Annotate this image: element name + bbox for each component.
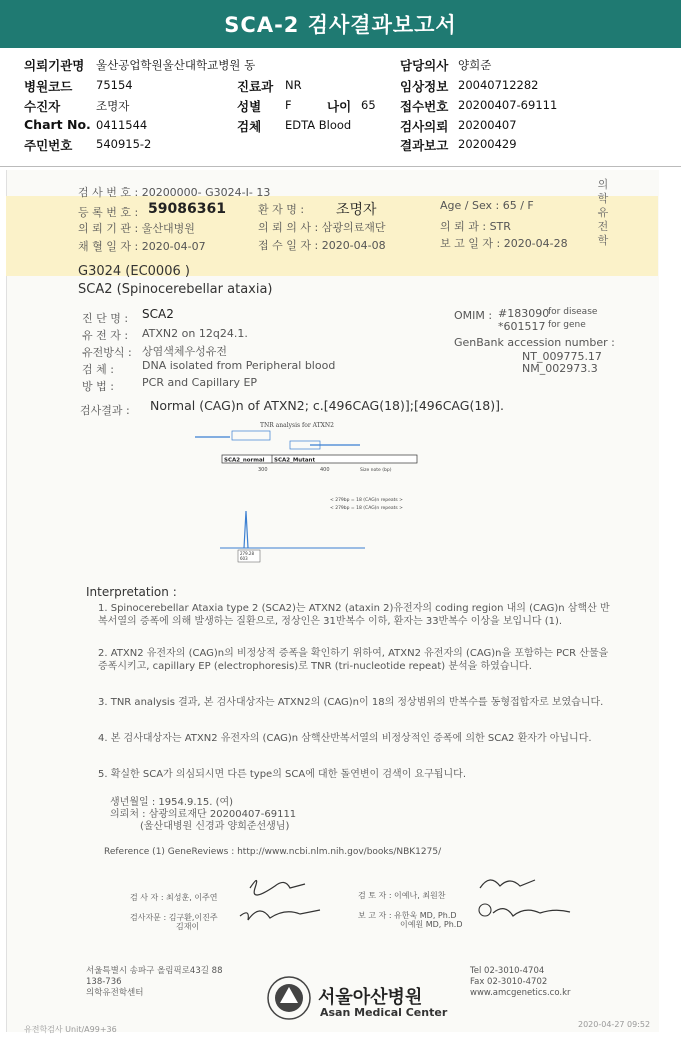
interpretation-item-4: 4. 본 검사대상자는 ATXN2 유전자의 (CAG)n 삼핵산반복서열의 비정상적인 증폭에 의한 SCA2 환자가 아닙니다. <box>98 733 592 744</box>
report-value: 20200429 <box>458 137 517 151</box>
reg-value: 59086361 <box>148 201 226 217</box>
reviewer: 검 토 자 : 이예나, 최원찬 <box>358 891 446 900</box>
figure-title: TNR analysis for ATXN2 <box>260 422 334 429</box>
test-code: G3024 (EC0006 ) <box>78 264 190 279</box>
birth-date: 생년월일 : 1954.9.15. (여) <box>110 797 234 808</box>
interpretation-item-1: 1. Spinocerebellar Ataxia type 2 (SCA2)는 ATXN2 (ataxin 2)유전자의 coding region 내의 (CAG)n 삼핵산 반복서열의 증폭에 의해 발생하는 질환으로, 정상인은 31반복수 이하, 환자는 33반복수 이상을 보입니다 (1). <box>98 603 610 627</box>
genbank-2: NM_002973.3 <box>522 362 598 375</box>
reference: Reference (1) GeneReviews : http://www.ncbi.nlm.nih.gov/books/NBK1275/ <box>104 847 442 857</box>
scan-patient-value: 조명자 <box>336 202 377 218</box>
website: www.amcgenetics.co.kr <box>470 988 571 998</box>
report-title: SCA-2 검사결과보고서 <box>0 0 681 48</box>
peak-label-size: 279.28 <box>240 551 254 556</box>
test-number: 검 사 번 호 : 20200000- G3024-I- 13 <box>78 186 271 199</box>
interpretation-item-3: 3. TNR analysis 결과, 본 검사대상자는 ATXN2의 (CAG)n이 18의 정상범위의 반복수를 동형접합자로 보였습니다. <box>98 697 604 708</box>
result-label: 검사결과 : <box>80 404 130 417</box>
dept-value: NR <box>285 78 302 92</box>
tester-signatures <box>230 868 330 938</box>
address <box>86 966 222 999</box>
age-value: 65 <box>361 98 376 112</box>
hospital-code-value: 75154 <box>96 78 133 92</box>
interpretation-item-5: 5. 확실한 SCA가 의심되시면 다른 type의 SCA에 대한 돌연변이 검색이 요구됩니다. <box>98 769 467 780</box>
clinical-value: 20040712282 <box>458 78 539 92</box>
signature-4 <box>493 909 570 916</box>
patient-label: 수진자 <box>24 99 61 114</box>
size-label: Size note (bp) <box>360 468 392 473</box>
signature-3 <box>480 880 535 888</box>
tech-advisor-2: 김재이 <box>176 922 200 931</box>
dept-label: 진료과 <box>237 79 274 94</box>
specimen-value: EDTA Blood <box>285 118 352 132</box>
hospital-name-kr: 서울아산병원 <box>318 987 423 1008</box>
dx-label: 진 단 명 : <box>82 312 129 325</box>
omim-1-note: for disease <box>548 307 598 317</box>
requester: 의뢰처 : 삼광의료재단 20200407-69111 <box>110 809 297 820</box>
interpretation-heading: Interpretation : <box>86 585 177 599</box>
omim-1: #183090 <box>498 307 550 320</box>
inherit-label: 유전방식 : <box>82 346 132 359</box>
scan-patient-label: 환 자 명 : <box>258 203 305 216</box>
id-label: 주민번호 <box>24 138 73 153</box>
received-date: 접 수 일 자 : 2020-04-08 <box>258 239 386 252</box>
scan-specimen-label: 검 체 : <box>82 363 114 376</box>
normal-range-box <box>232 431 270 440</box>
age-label: 나이 <box>327 99 352 114</box>
report-header <box>0 48 681 167</box>
address-line-3: 의학유전학센터 <box>86 988 144 998</box>
scan-specimen-value: DNA isolated from Peripheral blood <box>142 359 336 372</box>
genbank-label: GenBank accession number : <box>454 336 615 349</box>
institution-value: 울산공업학원울산대학교병원 동 <box>96 58 256 72</box>
age-sex: Age / Sex : 65 / F <box>440 199 534 212</box>
tick-300: 300 <box>258 467 268 473</box>
repeat-note-1: < 279bp = 18 (CAG)n repeats > <box>330 498 403 503</box>
hospital-code-label: 병원코드 <box>24 79 73 94</box>
clinical-label: 임상정보 <box>400 79 449 94</box>
req-doc: 의 뢰 의 사 : 삼광의료재단 <box>258 221 386 234</box>
request-value: 20200407 <box>458 118 517 132</box>
inherit-value: 상염색체우성유전 <box>142 345 228 358</box>
chart-value: 0411544 <box>96 118 148 132</box>
reported-date: 보 고 일 자 : 2020-04-28 <box>440 237 568 250</box>
test-name: SCA2 (Spinocerebellar ataxia) <box>78 282 273 297</box>
address-line-2: 138-736 <box>86 977 122 987</box>
method-value: PCR and Capillary EP <box>142 376 258 389</box>
contact <box>470 966 571 999</box>
doctor-label: 담당의사 <box>400 58 449 73</box>
fax: Fax 02-3010-4702 <box>470 977 548 987</box>
reporter-2: 이예원 MD, Ph.D <box>400 920 463 929</box>
signature-4-loop <box>479 904 491 916</box>
interpretation-item-2: 2. ATXN2 유전자의 (CAG)n의 비정상적 증폭을 확인하기 위하여, ATXN2 유전자의 (CAG)n을 포함하는 PCR 산물을 증폭시키고, capillary EP (electrophoresis)로 TNR (tri-nucleotide repeat) 분석을 하였습니다. <box>98 648 609 672</box>
asan-foundation-logo <box>266 975 312 1021</box>
report-label: 결과보고 <box>400 138 449 153</box>
allele-peak <box>244 511 248 548</box>
hospital-name-en: Asan Medical Center <box>320 1006 448 1019</box>
reporter: 보 고 자 : 유한욱 MD, Ph.D <box>358 911 457 920</box>
sex-value: F <box>285 98 292 112</box>
gene-label: 유 전 자 : <box>82 329 129 342</box>
print-timestamp: 2020-04-27 09:52 <box>578 1020 651 1029</box>
patient-value: 조명자 <box>96 99 130 113</box>
unit-code: 유전학검사 Unit/A99+36 <box>24 1025 117 1034</box>
result-value: Normal (CAG)n of ATXN2; c.[496CAG(18)];[496CAG(18)]. <box>150 398 504 413</box>
signature-2 <box>240 910 320 920</box>
repeat-note-2: < 279bp = 18 (CAG)n repeats > <box>330 506 403 511</box>
reg-label: 등 록 번 호 : <box>78 206 139 219</box>
req-dept: 의 뢰 과 : STR <box>440 220 511 233</box>
id-value: 540915-2 <box>96 137 152 151</box>
institution-label: 의뢰기관명 <box>24 58 85 73</box>
method-label: 방 법 : <box>82 380 114 393</box>
gene-value: ATXN2 on 12q24.1. <box>142 327 248 340</box>
request-label: 검사의뢰 <box>400 119 449 134</box>
signature-1 <box>250 881 305 896</box>
req-inst: 의 뢰 기 관 : 울산대병원 <box>78 222 195 235</box>
omim-2: *601517 <box>498 320 546 333</box>
peak-label-height: 603 <box>240 556 248 561</box>
tnr-figure <box>190 415 430 570</box>
receipt-label: 접수번호 <box>400 99 449 114</box>
reviewer-signatures <box>465 868 585 938</box>
tech-advisor: 검사자문 : 김구환,이진주 <box>130 913 218 922</box>
tester: 검 사 자 : 최성훈, 이주연 <box>130 893 218 902</box>
mutant-label: SCA2_Mutant <box>274 457 316 464</box>
address-line-1: 서울특별시 송파구 올림픽로43길 88 <box>86 966 223 976</box>
normal-label: SCA2_normal <box>224 457 265 464</box>
chart-label: Chart No. <box>24 117 91 132</box>
omim-2-note: for gene <box>548 320 586 330</box>
requester-detail: (울산대병원 신경과 양희준선생님) <box>140 821 290 832</box>
dx-value: SCA2 <box>142 307 174 321</box>
dept-vertical-text: 의 학 유 전 학 <box>597 178 609 247</box>
sex-label: 성별 <box>237 99 262 114</box>
omim-label: OMIM : <box>454 309 493 322</box>
doctor-value: 양희준 <box>458 58 492 72</box>
tel: Tel 02-3010-4704 <box>470 966 545 976</box>
genbank-1: NT_009775.17 <box>522 350 602 363</box>
receipt-value: 20200407-69111 <box>458 98 558 112</box>
specimen-label: 검체 <box>237 119 262 134</box>
tick-400: 400 <box>320 467 330 473</box>
collect-date: 채 혈 일 자 : 2020-04-07 <box>78 240 206 253</box>
